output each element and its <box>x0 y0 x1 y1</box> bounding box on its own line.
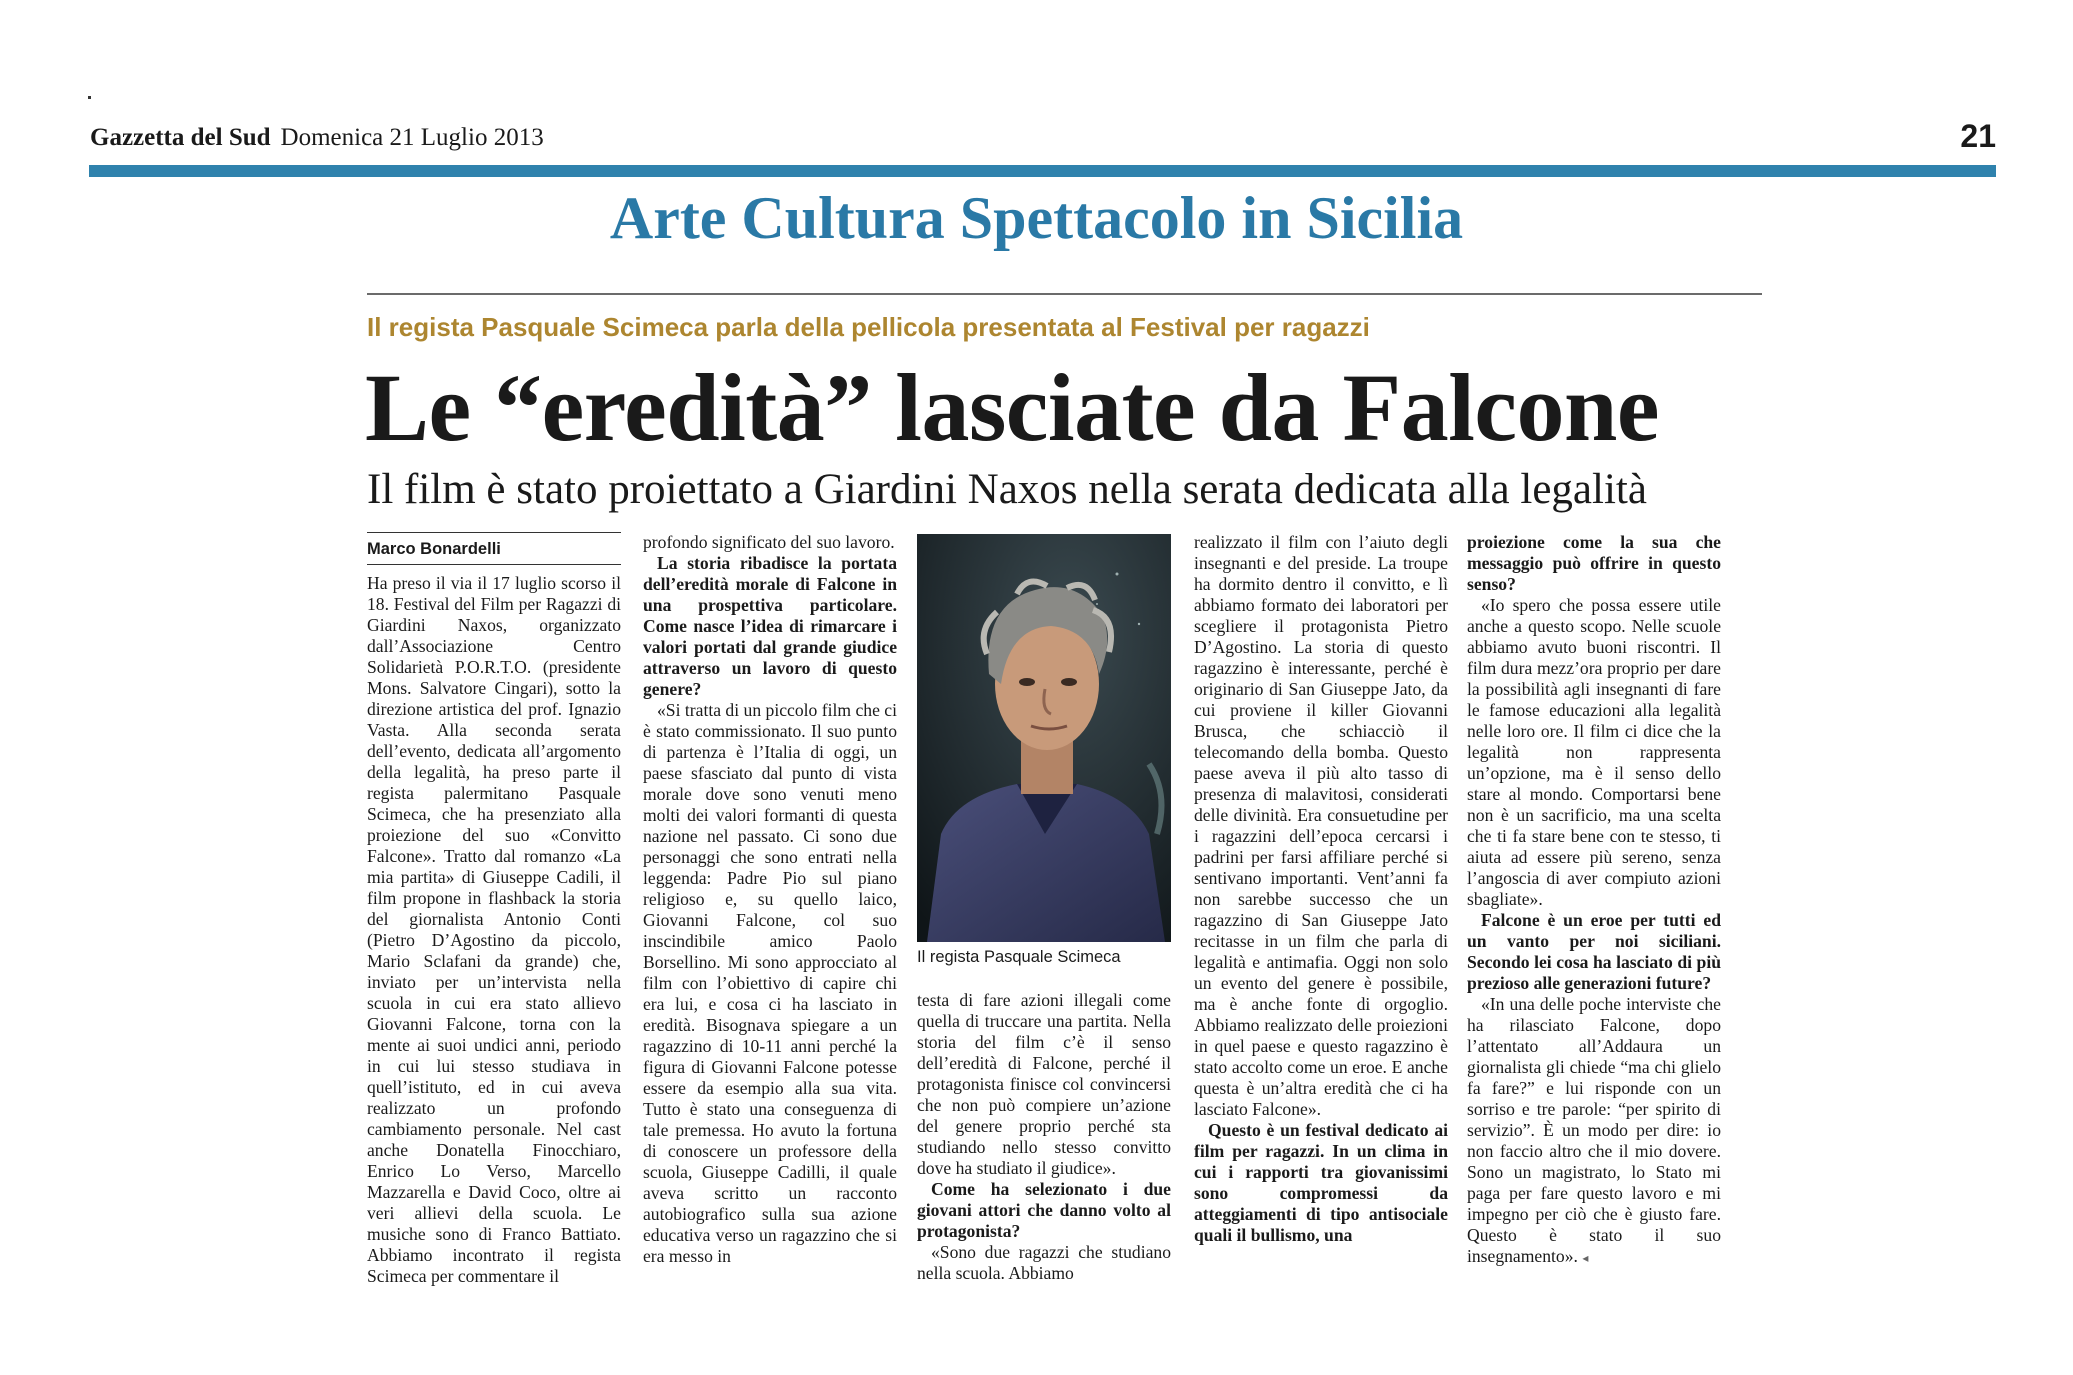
masthead <box>90 124 544 152</box>
issue-date: Domenica 21 Luglio 2013 <box>280 124 544 151</box>
article-headline: Le “eredità” lasciate da Falcone <box>365 354 1659 461</box>
interview-question: proiezione come la sua che messaggio può offrire in questo senso? <box>1467 532 1721 594</box>
interview-answer <box>1467 994 1721 1269</box>
interview-question: Come ha selezionato i due giovani attori che danno volto al protagonista? <box>917 1179 1171 1241</box>
section-title: Arte Cultura Spettacolo in Sicilia <box>609 185 1464 251</box>
photo-caption: Il regista Pasquale Scimeca <box>917 948 1121 966</box>
article-top-rule <box>367 293 1762 295</box>
body-paragraph: profondo significato del suo lavoro. <box>643 532 895 552</box>
interview-answer: «Si tratta di un piccolo film che ci è stato commissionato. Il suo punto di partenza è l’Italia di oggi, un paese sfasciato dal punto di vista morale dove sono venuti meno molti dei valori formanti di questa nazione nel passato. Ci sono due personaggi che sono entrati nella leggenda: Padre Pio sul piano religioso e, su quello laico, Giovanni Falcone, col suo inscindibile amico Paolo Borsellino. Mi sono approcciato al film con l’obiettivo di capire chi era lui, e cosa ci ha lasciato in eredità. Bisognava spiegare a un ragazzino di 10-11 anni perché la figura di Giovanni Falcone potesse essere da esempio alla sua vita. Tutto è stato una conseguenza di tale premessa. Ho avuto la fortuna di conoscere un professore della scuola, Giuseppe Cadilli, il quale aveva scritto un racconto autobiografico sulla sua azione educativa verso un ragazzino che si era messo in <box>643 700 897 1266</box>
article-column-3 <box>917 990 1171 1284</box>
body-paragraph: Ha preso il via il 17 luglio scorso il 18. Festival del Film per Ragazzi di Giardini Naxos, organizzato dall’Associazione Centro Solidarietà P.O.R.T.O. (presidente Mons. Salvatore Cingari), sotto la direzione artistica del prof. Ignazio Vasta. Alla seconda serata dell’evento, dedicata all’argomento della legalità, ha preso parte il regista palermitano Pasquale Scimeca, che ha presenziato alla proiezione del suo «Convitto Falcone». Tratto dal romanzo «La mia partita» di Giuseppe Cadili, il film propone in flashback la storia del giornalista Antonio Conti (Pietro D’Agostino da piccolo, Mario Sclafani da grande) che, inviato per un’intervista nella scuola in cui era stato allievo Giovanni Falcone, torna con la mente ai suoi undici anni, periodo in cui lui stesso studiava in quell’istituto, ed in cui aveva realizzato un profondo cambiamento personale. Nel cast anche Donatella Finocchiaro, Enrico Lo Verso, Marcello Mazzarella e David Coco, oltre ai veri allievi della scuola. Le musiche sono di Franco Battiato. Abbiamo incontrato il regista Scimeca per commentare il <box>367 573 621 1286</box>
interview-answer: «Io spero che possa essere utile anche a questo scopo. Nelle scuole abbiamo avuto buoni riscontri. Il film dura mezz’ora proprio per dare la possibilità agli insegnanti di fare le famose educazioni alla legalità nelle loro ore. Il film ci dice che la legalità non rappresenta un’opzione, ma è il senso dello stare al mondo. Comportarsi bene non è un sacrificio, ma una scelta che ti fa stare bene con te stesso, ti aiuta ad essere più sereno, senza l’angoscia di aver compiuto azioni sbagliate». <box>1467 595 1721 909</box>
interview-answer: testa di fare azioni illegali come quella di truccare una partita. Nella storia del film c’è il senso dell’eredità di Falcone, perché il protagonista finisce col convincersi che non può compiere un’azione del genere proprio perché sta studiando nello stesso convitto dove ha studiato il giudice». <box>917 990 1171 1178</box>
interview-answer: realizzato il film con l’aiuto degli insegnanti e del preside. La troupe ha dormito dentro il convitto, e lì abbiamo formato dei laboratori per scegliere il protagonista Pietro D’Agostino. La storia di questo ragazzino è interessante, perché è originario di San Giuseppe Jato, da cui proviene il killer Giovanni Brusca, che schiacciò il telecomando della bomba. Questo paese aveva il più alto tasso di presenza di malavitosi, considerati delle divinità. Era consuetudine per i ragazzini dell’epoca cercarsi i padrini per farsi affiliare perché si sentivano importanti. Vent’anni fa non sarebbe successo che un ragazzino di San Giuseppe Jato recitasse in un film che parla di legalità e antimafia. Oggi non solo un evento del genere è possibile, ma è anche fonte di orgoglio. Abbiamo realizzato delle proiezioni in quel paese e questo ragazzino è stato accolto come un eroe. E anche questa è un’altra eredità che ci ha lasciato Falcone». <box>1194 532 1448 1119</box>
article-kicker: Il regista Pasquale Scimeca parla della pellicola presentata al Festival per ragazzi <box>367 312 1370 342</box>
end-mark: ◂ <box>1582 1251 1589 1265</box>
portrait-photo <box>917 534 1171 942</box>
publication-name: Gazzetta del Sud <box>90 124 271 151</box>
interview-answer: «Sono due ragazzi che studiano nella scuola. Abbiamo <box>917 1242 1171 1283</box>
article-column-5 <box>1467 532 1721 1269</box>
article-column-1 <box>367 532 621 1287</box>
article-column-2 <box>643 532 897 1267</box>
header-bar <box>89 165 1996 177</box>
byline: Marco Bonardelli <box>367 532 621 565</box>
answer-text: «In una delle poche interviste che ha rilasciato Falcone, dopo l’attentato all’Addaura un giornalista gli chiede “ma chi glielo fa fare?” e lui risponde con un sorriso e tre parole: “per spirito di servizio”. È un modo per dire: io non faccio altro che il mio dovere. Sono un magistrato, lo Stato mi paga per fare questo lavoro e mi impegno per ciò che è giusto fare. Questo è stato il suo insegnamento». <box>1467 994 1721 1266</box>
page-number: 21 <box>1960 118 1996 154</box>
article-column-4 <box>1194 532 1448 1246</box>
margin-dot <box>88 96 91 99</box>
interview-question: Questo è un festival dedicato ai film per ragazzi. In un clima in cui i rapporti tra giovanissimi sono compromessi da atteggiamenti di tipo antisociale quali il bullismo, una <box>1194 1120 1448 1245</box>
interview-question: La storia ribadisce la portata dell’eredità morale di Falcone in una prospettiva particolare. Come nasce l’idea di rimarcare i valori portati dal grande giudice attraverso un lavoro di questo genere? <box>643 553 897 699</box>
article-deck: Il film è stato proiettato a Giardini Naxos nella serata dedicata alla legalità <box>367 466 1647 513</box>
director-portrait-image <box>917 534 1171 942</box>
interview-question: Falcone è un eroe per tutti ed un vanto per noi siciliani. Secondo lei cosa ha lasciato di più prezioso alle generazioni future? <box>1467 910 1721 993</box>
